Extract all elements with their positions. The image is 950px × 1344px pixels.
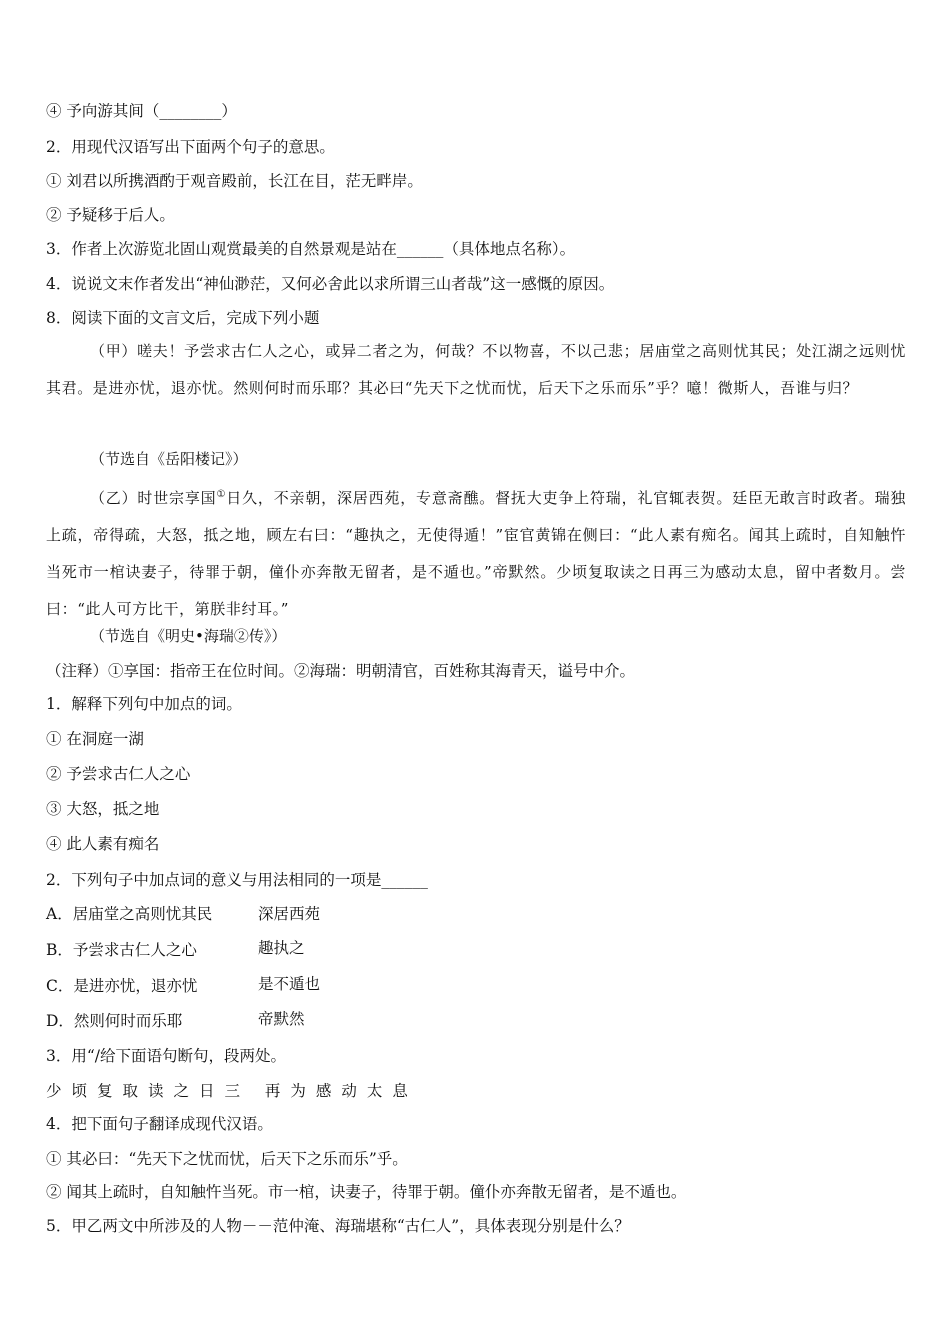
q7-sub2-sentence1: ① 刘君以所携酒酌于观音殿前，长江在目，茫无畔岸。 [46, 172, 423, 190]
option-c-left[interactable]: C．是进亦忧，退亦忧 [46, 977, 198, 995]
q8-sub4-sentence2: ② 闻其上疏时，自知触忤当死。市一棺，诀妻子，待罪于朝。僮仆亦奔散无留者，是不遁也。 [46, 1183, 687, 1201]
passage-yi-rest: 日久，不亲朝，深居西苑，专意斋醮。督抚大吏争上符瑞，礼官辄表贺。廷臣无敢言时政者。瑞独上疏，帝得疏，大怒，抵之地，顾左右曰：“趣执之，无使得遁！”宦官黄锦在侧曰：“此人素有痴名。闻其上疏时，自知触忤当死市一棺诀妻子，待罪于朝，僮仆亦奔散无留者，是不遁也。”帝默然。少顷复取读之日再三为感动太息，留中者数月。尝曰：“此人可方比干，第朕非纣耳。” [46, 489, 906, 618]
q7-item4: ④ 予向游其间（________） [46, 102, 237, 120]
q8-sub1-item: ③ 大怒，抵之地 [46, 800, 160, 818]
q8-heading: 8．阅读下面的文言文后，完成下列小题 [46, 309, 320, 327]
q8-sub1-item: ① 在洞庭一湖 [46, 730, 144, 748]
q8-sub2-heading: 2．下列句子中加点词的意义与用法相同的一项是______ [46, 871, 428, 889]
option-d-left[interactable]: D．然则何时而乐耶 [46, 1012, 183, 1030]
passage-jia-source: （节选自《岳阳楼记》） [90, 450, 248, 468]
option-c-right: 是不遁也 [258, 975, 321, 993]
q7-sub2-heading: 2．用现代汉语写出下面两个句子的意思。 [46, 138, 335, 156]
option-d-right: 帝默然 [258, 1010, 305, 1028]
q8-sub4-sentence1: ① 其必曰：“先天下之忧而忧，后天下之乐而乐”乎。 [46, 1150, 408, 1168]
q8-sub1-item: ④ 此人素有痴名 [46, 835, 160, 853]
q8-sub3-sentence: 少顷复取读之日三 再为感动太息 [46, 1082, 418, 1100]
passage-yi-source: （节选自《明史•海瑞②传》） [90, 627, 287, 645]
option-b-right: 趣执之 [258, 939, 305, 957]
option-a-left[interactable]: A．居庙堂之高则忧其民 [46, 905, 213, 923]
option-b-left[interactable]: B．予尝求古仁人之心 [46, 941, 197, 959]
q7-sub4: 4．说说文末作者发出“神仙渺茫，又何必舍此以求所谓三山者哉”这一感慨的原因。 [46, 275, 615, 293]
footnote-marker: ① [216, 489, 227, 500]
q7-sub2-sentence2: ② 予疑移于后人。 [46, 206, 175, 224]
q8-sub5: 5．甲乙两文中所涉及的人物－－范仲淹、海瑞堪称“古仁人”，具体表现分别是什么？ [46, 1217, 630, 1235]
q8-sub1-item: ② 予尝求古仁人之心 [46, 765, 191, 783]
q7-sub3: 3．作者上次游览北固山观赏最美的自然景观是站在______（具体地点名称）。 [46, 240, 576, 258]
annotation-note: （注释）①享国：指帝王在位时间。②海瑞：明朝清官，百姓称其海青天，谥号中介。 [46, 662, 636, 680]
passage-yi [46, 476, 906, 628]
q8-sub3-heading: 3．用“/给下面语句断句，段两处。 [46, 1047, 287, 1065]
option-a-right: 深居西苑 [258, 905, 321, 923]
passage-jia: （甲）嗟夫！予尝求古仁人之心，或异二者之为，何哉？不以物喜，不以己悲；居庙堂之高则忧其民；处江湖之远则忧其君。是进亦忧，退亦忧。然则何时而乐耶？其必曰“先天下之忧而忧，后天下之乐而乐”乎？噫！微斯人，吾谁与归？ [46, 342, 906, 397]
passage-yi-start: （乙）时世宗享国 [90, 489, 217, 507]
q8-sub4-heading: 4．把下面句子翻译成现代汉语。 [46, 1115, 273, 1133]
q8-sub1-heading: 1．解释下列句中加点的词。 [46, 695, 242, 713]
